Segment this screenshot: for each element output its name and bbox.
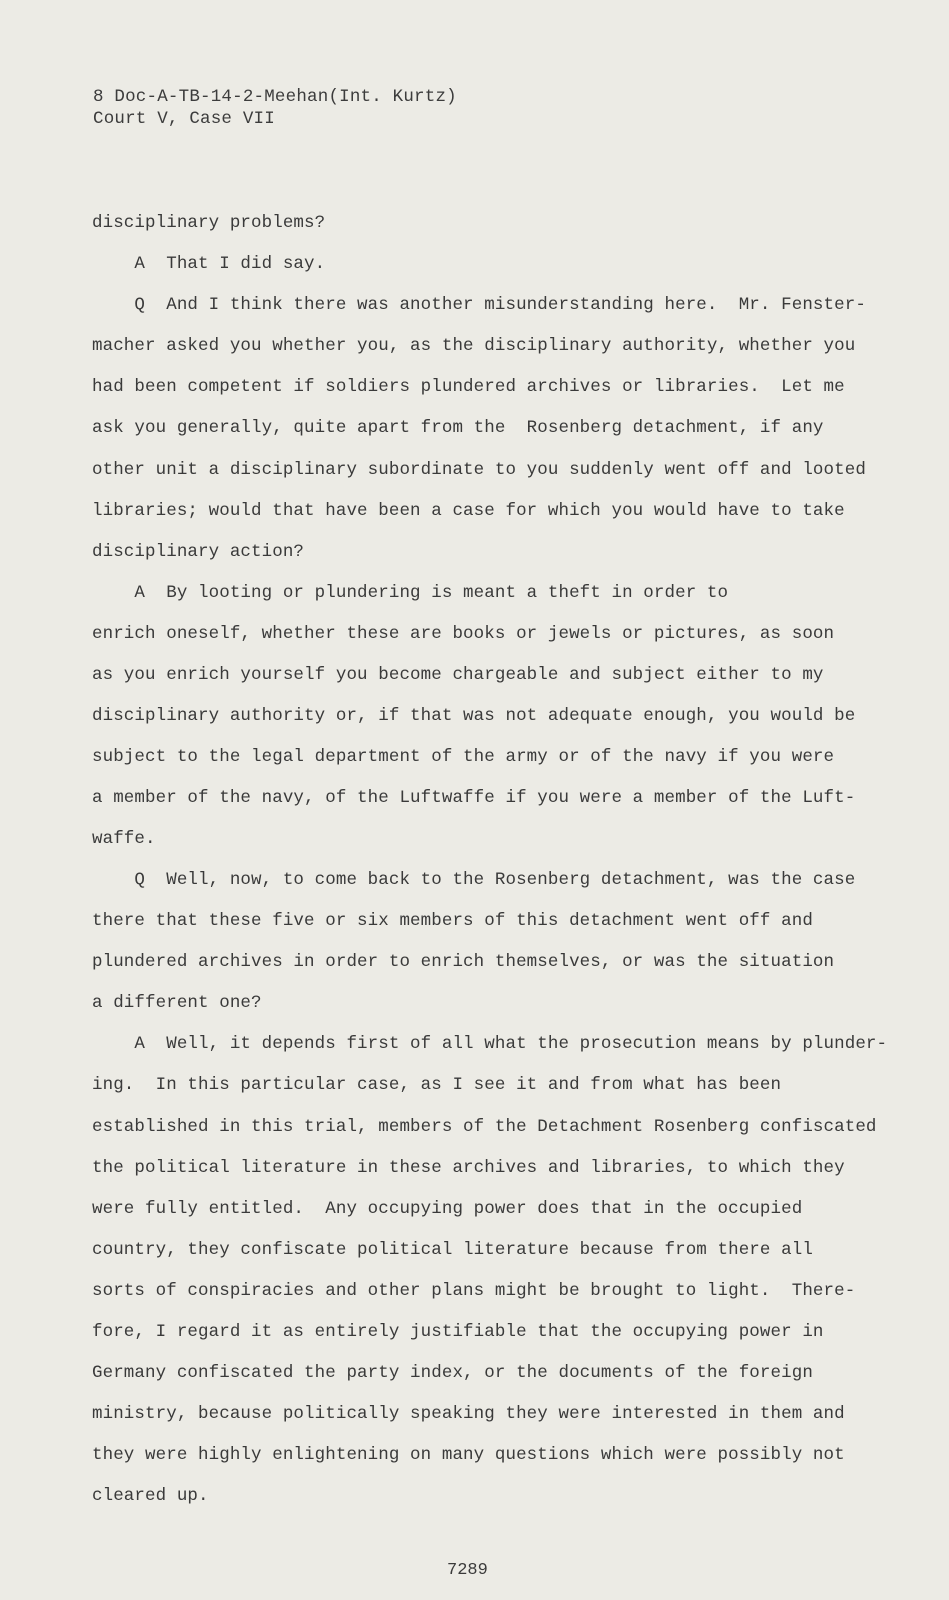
transcript-line: other unit a disciplinary subordinate to you suddenly went off and looted	[92, 460, 866, 480]
transcript-line: ask you generally, quite apart from the Rosenberg detachment, if any	[92, 418, 824, 438]
document-header	[93, 86, 457, 130]
transcript-line: there that these five or six members of this detachment went off and	[92, 911, 813, 931]
transcript-line: a member of the navy, of the Luftwaffe if you were a member of the Luft-	[92, 788, 856, 808]
transcript-line: established in this trial, members of the Detachment Rosenberg confiscated	[92, 1117, 877, 1137]
transcript-line: had been competent if soldiers plundered archives or libraries. Let me	[92, 377, 845, 397]
transcript-line: A Well, it depends first of all what the prosecution means by plunder-	[92, 1034, 888, 1054]
transcript-line: plundered archives in order to enrich themselves, or was the situation	[92, 952, 835, 972]
page-number: 7289	[447, 1561, 488, 1580]
transcript-line: ing. In this particular case, as I see it and from what has been	[92, 1075, 782, 1095]
transcript-line: the political literature in these archives and libraries, to which they	[92, 1158, 845, 1178]
transcript-line: sorts of conspiracies and other plans might be brought to light. There-	[92, 1281, 856, 1301]
transcript-line: a different one?	[92, 993, 262, 1013]
transcript-line: cleared up.	[92, 1486, 209, 1506]
transcript-line: disciplinary action?	[92, 542, 305, 562]
transcript-line: were fully entitled. Any occupying power does that in the occupied	[92, 1199, 803, 1219]
transcript-line: they were highly enlightening on many questions which were possibly not	[92, 1445, 845, 1465]
transcript-line: country, they confiscate political literature because from there all	[92, 1240, 813, 1260]
transcript-line: disciplinary problems?	[92, 213, 326, 233]
transcript-line: A By looting or plundering is meant a theft in order to	[92, 583, 729, 603]
transcript-line: waffe.	[92, 829, 156, 849]
header-doc-id: 8 Doc-A-TB-14-2-Meehan(Int. Kurtz)	[93, 87, 457, 107]
transcript-line: ministry, because politically speaking they were interested in them and	[92, 1404, 845, 1424]
transcript-line: Q Well, now, to come back to the Rosenberg detachment, was the case	[92, 870, 856, 890]
transcript-line: libraries; would that have been a case for which you would have to take	[92, 501, 845, 521]
transcript-line: enrich oneself, whether these are books or jewels or pictures, as soon	[92, 624, 835, 644]
transcript-line: macher asked you whether you, as the disciplinary authority, whether you	[92, 336, 856, 356]
transcript-line: Germany confiscated the party index, or the documents of the foreign	[92, 1363, 813, 1383]
transcript-line: A That I did say.	[92, 254, 326, 274]
transcript-line: subject to the legal department of the army or of the navy if you were	[92, 747, 835, 767]
transcript-line: fore, I regard it as entirely justifiable that the occupying power in	[92, 1322, 824, 1342]
transcript-line: Q And I think there was another misunderstanding here. Mr. Fenster-	[92, 295, 866, 315]
transcript-line: as you enrich yourself you become chargeable and subject either to my	[92, 665, 824, 685]
transcript-line: disciplinary authority or, if that was not adequate enough, you would be	[92, 706, 856, 726]
header-court-case: Court V, Case VII	[93, 109, 275, 129]
